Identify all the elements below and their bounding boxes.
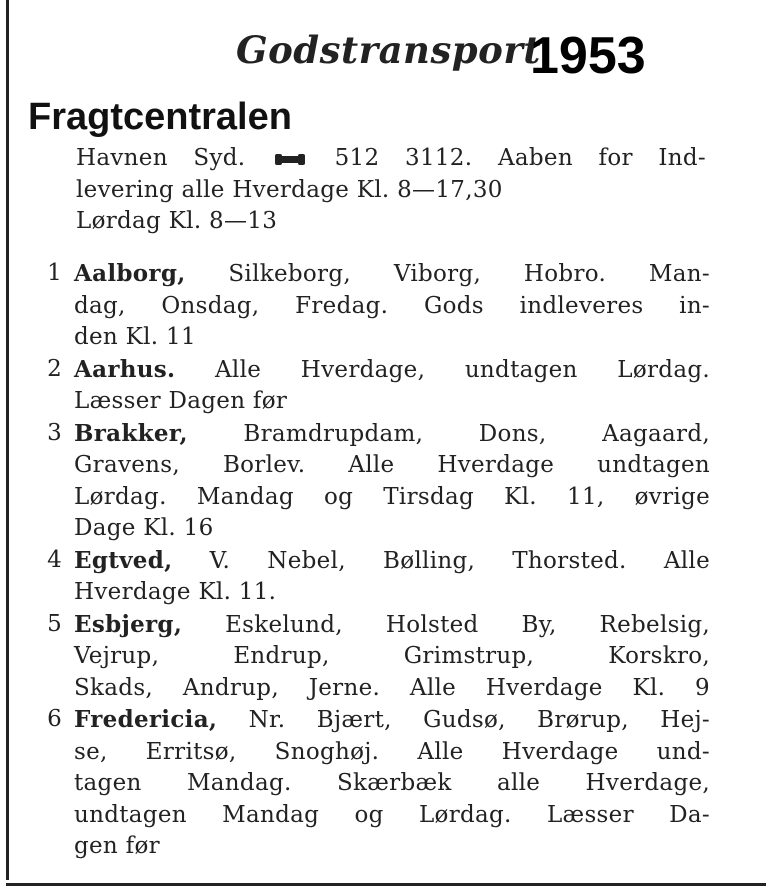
route-line: Aalborg, Silkeborg, Viborg, Hobro. Man- <box>74 260 710 287</box>
route-entry <box>40 704 710 863</box>
route-town: Aarhus. <box>74 355 176 383</box>
route-line: Esbjerg, Eskelund, Holsted By, Rebelsig, <box>74 610 710 638</box>
route-line: Hverdage Kl. 11. <box>74 579 277 605</box>
intro-line-2: levering alle Hverdage Kl. 8—17,30 <box>76 176 503 203</box>
route-town: Aalborg, <box>74 260 186 287</box>
phone-and-hours: 512 3112. Aaben for Ind- <box>334 145 706 171</box>
route-entry <box>40 609 710 705</box>
company-name: Fragtcentralen <box>28 96 292 138</box>
route-town: Egtved, <box>74 546 173 574</box>
route-line: se, Erritsø, Snoghøj. Alle Hverdage und- <box>74 738 710 765</box>
route-line: den Kl. 11 <box>74 324 196 350</box>
route-number: 6 <box>47 706 62 732</box>
route-line: Fredericia, Nr. Bjært, Gudsø, Brørup, Hej- <box>74 706 710 733</box>
telephone-icon <box>275 151 305 167</box>
route-number: 1 <box>47 260 62 286</box>
route-number: 4 <box>47 546 62 573</box>
route-line: undtagen Mandag og Lørdag. Læsser Da- <box>74 801 710 828</box>
route-line: tagen Mandag. Skærbæk alle Hverdage, <box>74 770 710 796</box>
route-entry <box>40 545 710 609</box>
company-info <box>76 143 706 238</box>
route-line: Vejrup, Endrup, Grimstrup, Korskro, <box>74 643 710 669</box>
route-line: Egtved, V. Nebel, Bølling, Thorsted. Alle <box>74 546 710 574</box>
route-list <box>40 258 710 863</box>
route-number: 3 <box>47 419 62 446</box>
route-line: Gravens, Borlev. Alle Hverdage undtagen <box>74 452 710 478</box>
intro-line-1 <box>76 143 706 175</box>
route-line: Skads, Andrup, Jerne. Alle Hverdage Kl. 9 <box>74 674 710 701</box>
route-line: Dage Kl. 16 <box>74 515 214 541</box>
route-line: Læsser Dagen før <box>74 388 288 414</box>
left-column-rule <box>6 0 9 880</box>
route-line: dag, Onsdag, Fredag. Gods indleveres in- <box>74 292 710 319</box>
route-line: Lørdag. Mandag og Tirsdag Kl. 11, øvrige <box>74 483 710 510</box>
route-town: Fredericia, <box>74 706 218 733</box>
route-line: Brakker, Bramdrupdam, Dons, Aagaard, <box>74 419 710 447</box>
route-line: gen før <box>74 833 160 859</box>
address: Havnen Syd. <box>76 145 246 171</box>
route-number: 5 <box>47 610 62 637</box>
intro-line-3: Lørdag Kl. 8—13 <box>76 208 278 234</box>
section-title: Godstransport <box>236 28 541 72</box>
route-town: Brakker, <box>74 419 188 447</box>
route-entry <box>40 258 710 354</box>
route-entry <box>40 354 710 418</box>
bottom-rule <box>6 883 766 886</box>
route-line: Aarhus. Alle Hverdage, undtagen Lørdag. <box>74 355 710 383</box>
route-entry <box>40 418 710 545</box>
route-town: Esbjerg, <box>74 610 183 638</box>
route-number: 2 <box>47 355 62 382</box>
year-label: 1953 <box>530 27 646 85</box>
